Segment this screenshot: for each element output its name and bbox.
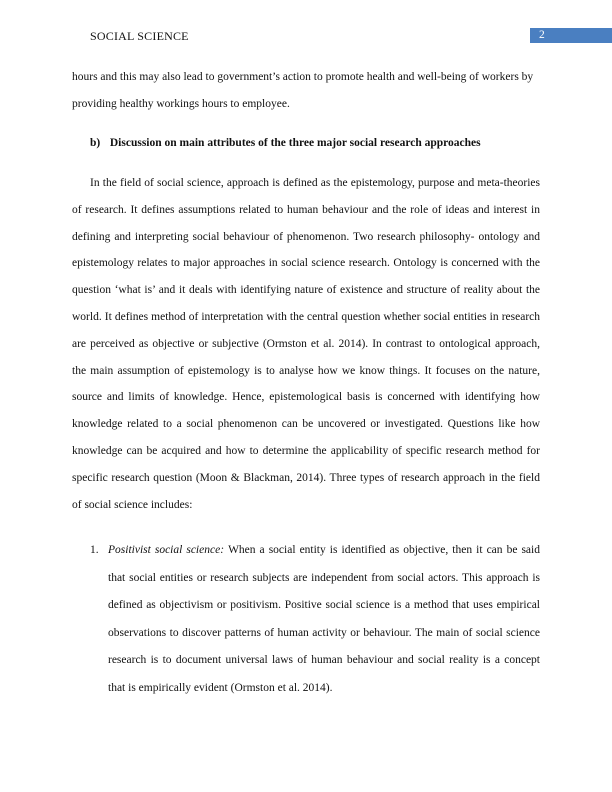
section-heading bbox=[90, 130, 540, 157]
paragraph-continuation: hours and this may also lead to government’s action to promote health and well-being of workers by providing healthy workings hours to employee. bbox=[72, 71, 534, 110]
list-item-text: When a social entity is identified as objective, then it can be said that social entities or research subjects are independent from social actors. This approach is defined as objectivism or positivism. Positive social science is a method that uses empirical observations to discover patterns of human activity or behaviour. The main of social science research is to document universal laws of human behaviour and social reality is a concept that is empirically evident (Ormston et al. 2014). bbox=[108, 544, 540, 694]
paragraph-approaches: In the field of social science, approach is defined as the epistemology, purpose and meta-theories of research. It defines assumptions related to human behaviour and the role of ideas and interest in defining and interpreting social behaviour of phenomenon. Two research philosophy- ontology and epistemology relates to major approaches in social science research. Ontology is concerned with the question ‘what is’ and it deals with identifying nature of existence and structure of reality about the world. It defines method of interpretation with the central question whether social entities in research are perceived as objective or subjective (Ormston et al. 2014). In contrast to ontological approach, the main assumption of epistemology is to analyse how we know things. It focuses on the nature, source and limits of knowledge. Hence, epistemological basis is concerned with identifying how knowledge related to a social phenomenon can be uncovered or investigated. Questions like how knowledge can be acquired and how to determine the applicability of specific research method for specific research question (Moon & Blackman, 2014). Three types of research approach in the field of social science includes: bbox=[72, 177, 540, 511]
section-heading-text: Discussion on main attributes of the three major social research approaches bbox=[109, 137, 481, 149]
running-title: SOCIAL SCIENCE bbox=[90, 29, 189, 43]
list-item-body bbox=[108, 537, 540, 702]
list-item-number: 1. bbox=[90, 544, 99, 556]
numbered-list bbox=[90, 537, 540, 702]
list-item bbox=[90, 537, 540, 702]
section-heading-marker: b) bbox=[90, 137, 101, 149]
page-number-badge: 2 bbox=[530, 28, 612, 43]
list-item-term: Positivist social science: bbox=[108, 544, 229, 556]
